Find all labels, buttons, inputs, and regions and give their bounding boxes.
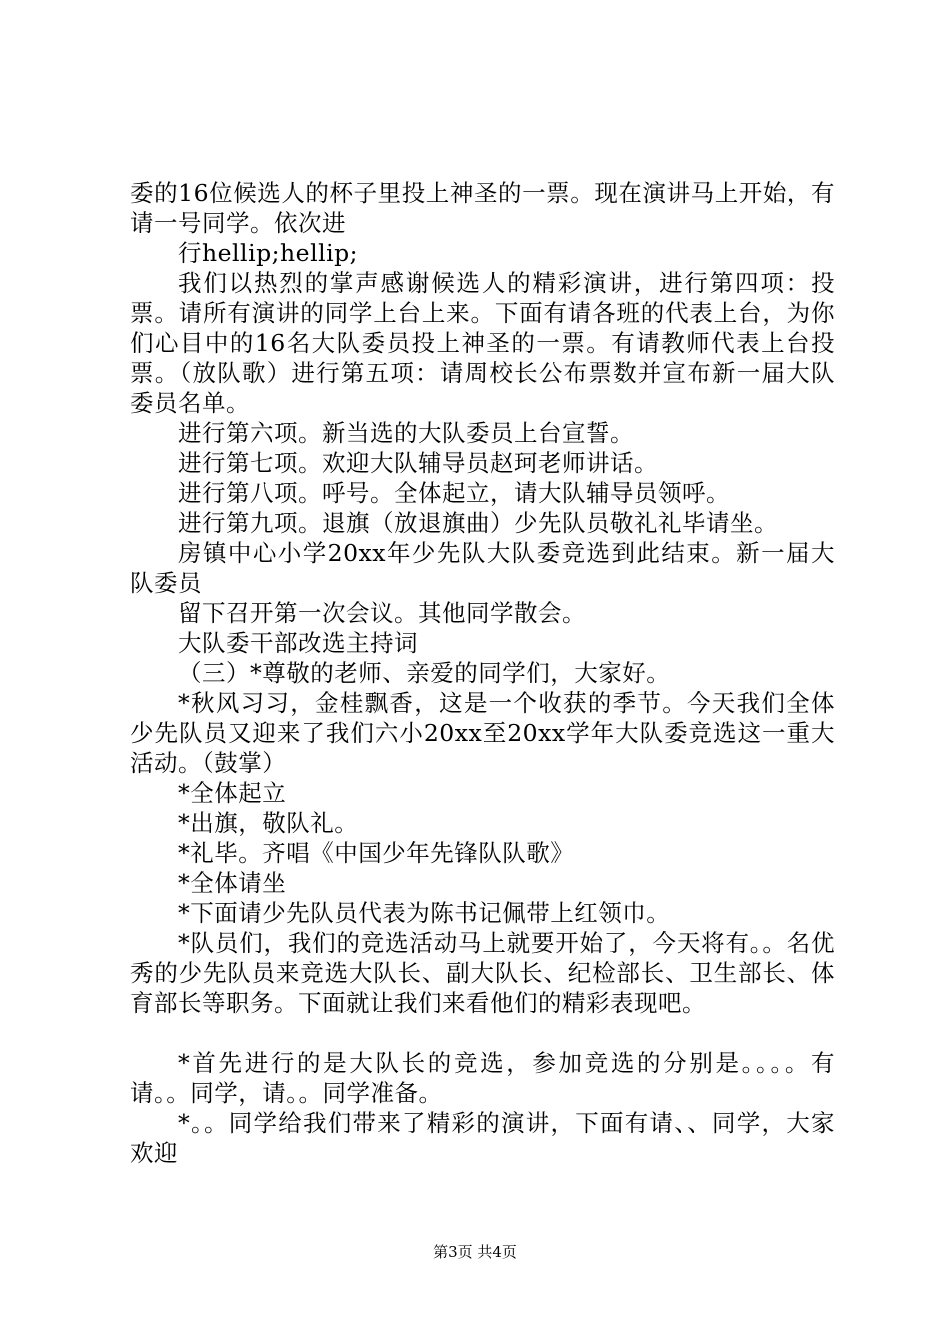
paragraph: 进行第九项。退旗（放退旗曲）少先队员敬礼礼毕请坐。	[178, 509, 778, 537]
paragraph: 进行第六项。新当选的大队委员上台宣誓。	[178, 419, 634, 447]
section-heading: 大队委干部改选主持词	[178, 629, 418, 657]
paragraph: *礼毕。齐唱《中国少年先锋队队歌》	[178, 839, 575, 867]
paragraph: *全体请坐	[178, 869, 287, 897]
paragraph: *下面请少先队员代表为陈书记佩带上红领巾。	[178, 899, 671, 927]
paragraph: *队员们，我们的竞选活动马上就要开始了，今天将有。。名优秀的少先队员来竞选大队长、副大队长、纪检部长、卫生部长、体育部长等职务。下面就让我们来看他们的精彩表现吧。	[130, 929, 835, 1017]
paragraph: 进行第七项。欢迎大队辅导员赵珂老师讲话。	[178, 449, 658, 477]
paragraph: *首先进行的是大队长的竞选，参加竞选的分别是。。。。有请。。同学，请。。同学准备。	[130, 1049, 835, 1107]
paragraph: 我们以热烈的掌声感谢候选人的精彩演讲，进行第四项：投票。请所有演讲的同学上台上来。下面有请各班的代表上台，为你们心目中的16名大队委员投上神圣的一票。有请教师代表上台投票。（放队歌）进行第五项：请周校长公布票数并宣布新一届大队委员名单。	[130, 269, 835, 417]
paragraph: *出旗，敬队礼。	[178, 809, 359, 837]
paragraph: 委的16位候选人的杯子里投上神圣的一票。现在演讲马上开始，有请一号同学。依次进	[130, 179, 835, 237]
paragraph: *秋风习习，金桂飘香，这是一个收获的季节。今天我们全体少先队员又迎来了我们六小20xx至20xx学年大队委竞选这一重大活动。（鼓掌）	[130, 689, 835, 777]
document-body	[130, 178, 835, 1168]
page-number-label: 第3页 共4页	[433, 1243, 517, 1261]
paragraph: 行hellip;hellip;	[178, 239, 359, 267]
paragraph: 留下召开第一次会议。其他同学散会。	[178, 599, 586, 627]
page-footer	[0, 1242, 950, 1262]
paragraph: （三）*尊敬的老师、亲爱的同学们，大家好。	[178, 659, 671, 687]
paragraph: *全体起立	[178, 779, 287, 807]
blank-line	[130, 1018, 835, 1048]
paragraph: 房镇中心小学20xx年少先队大队委竞选到此结束。新一届大队委员	[130, 539, 835, 597]
paragraph: *。。同学给我们带来了精彩的演讲，下面有请、、同学，大家欢迎	[130, 1109, 835, 1167]
paragraph: 进行第八项。呼号。全体起立，请大队辅导员领呼。	[178, 479, 730, 507]
